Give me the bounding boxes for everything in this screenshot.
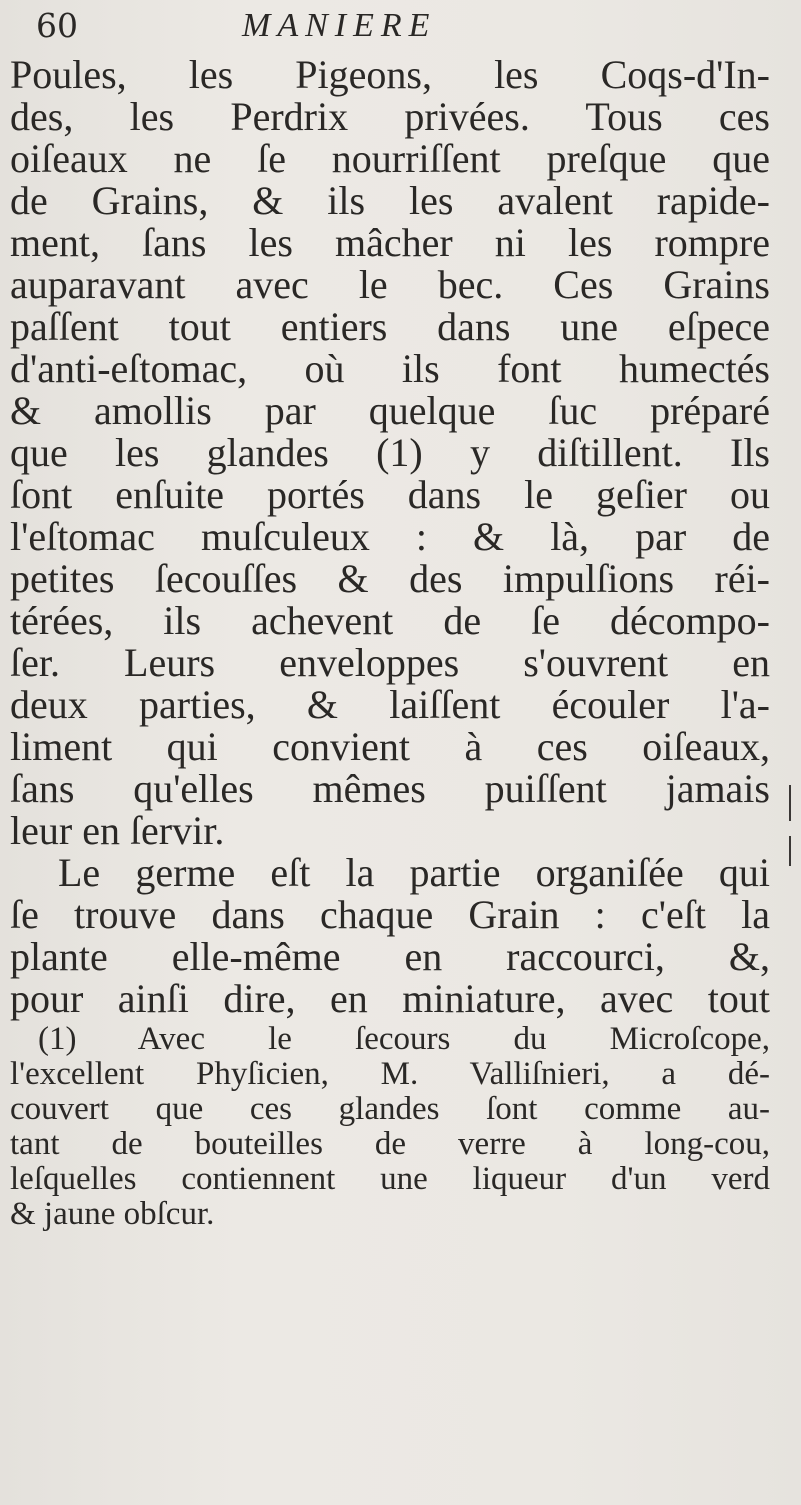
page-header bbox=[14, 0, 774, 52]
footnote-line: couvert que ces glandes ſont comme au- bbox=[10, 1091, 770, 1127]
text-line: leur en ſervir. bbox=[10, 808, 225, 853]
footnote-line: leſquelles contiennent une liqueur d'un verd bbox=[10, 1161, 770, 1197]
text-line: l'eſtomac muſculeux : & là, par de bbox=[10, 514, 770, 559]
paragraph-1 bbox=[10, 54, 770, 852]
text-line: auparavant avec le bec. Ces Grains bbox=[10, 262, 770, 307]
text-line: deux parties, & laiſſent écouler l'a- bbox=[10, 682, 770, 727]
text-line: ſont enſuite portés dans le geſier ou bbox=[10, 472, 770, 517]
page-edge-mark bbox=[789, 836, 791, 866]
text-line: térées, ils achevent de ſe décompo- bbox=[10, 598, 770, 643]
footnote-line: l'excellent Phyſicien, M. Valliſnieri, a dé- bbox=[10, 1056, 770, 1092]
text-line: paſſent tout entiers dans une eſpece bbox=[10, 304, 770, 349]
text-line: petites ſecouſſes & des impulſions réi- bbox=[10, 556, 770, 601]
body-text bbox=[10, 54, 770, 1232]
page-edge-mark bbox=[789, 785, 791, 821]
text-line: ment, ſans les mâcher ni les rompre bbox=[10, 220, 770, 265]
text-line: que les glandes (1) y diſtillent. Ils bbox=[10, 430, 770, 475]
text-line: de Grains, & ils les avalent rapide- bbox=[10, 178, 770, 223]
text-line: liment qui convient à ces oiſeaux, bbox=[10, 724, 770, 769]
footnote-line: tant de bouteilles de verre à long-cou, bbox=[10, 1126, 770, 1162]
footnote-line: (1) Avec le ſecours du Microſcope, bbox=[38, 1021, 770, 1057]
text-line: ſe trouve dans chaque Grain : c'eſt la bbox=[10, 892, 770, 937]
running-head: MANIERE bbox=[242, 7, 437, 44]
footnote bbox=[10, 1022, 770, 1232]
text-line: ſer. Leurs enveloppes s'ouvrent en bbox=[10, 640, 770, 685]
paragraph-2 bbox=[10, 852, 770, 1020]
text-line: plante elle-même en raccourci, &, bbox=[10, 934, 770, 979]
page-number: 60 bbox=[36, 6, 78, 45]
text-line: Poules, les Pigeons, les Coqs-d'In- bbox=[10, 52, 770, 97]
text-line: des, les Perdrix privées. Tous ces bbox=[10, 94, 770, 139]
text-line: Le germe eſt la partie organiſée qui bbox=[58, 850, 770, 895]
text-line: & amollis par quelque ſuc préparé bbox=[10, 388, 770, 433]
footnote-line: & jaune obſcur. bbox=[10, 1196, 215, 1232]
text-line: ſans qu'elles mêmes puiſſent jamais bbox=[10, 766, 770, 811]
text-line: d'anti-eſtomac, où ils font humectés bbox=[10, 346, 770, 391]
text-line: oiſeaux ne ſe nourriſſent preſque que bbox=[10, 136, 770, 181]
text-line: pour ainſi dire, en miniature, avec tout bbox=[10, 976, 770, 1021]
